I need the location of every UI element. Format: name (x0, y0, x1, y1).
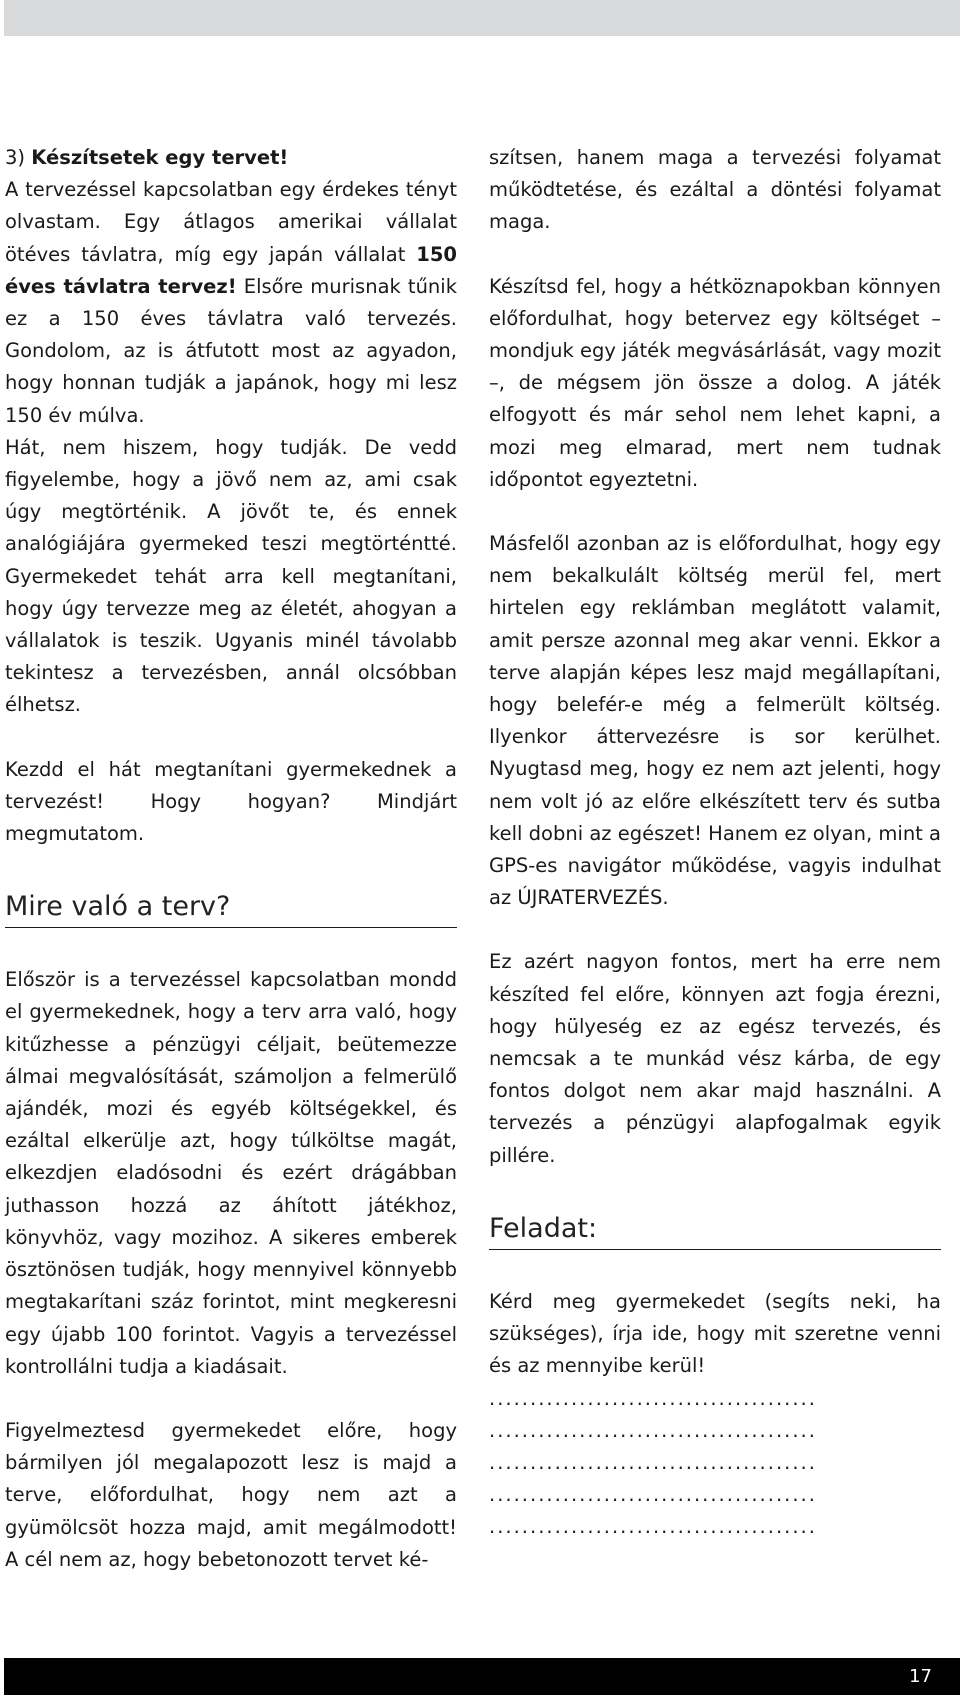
intro-text-c: Elsőre murisnak tűnik ez a 150 éves távlatra való tervezés. Gondolom, az is átfutott most az agyadon, hogy honnan tudják a japánok, hogy mi lesz 150 év múlva. (5, 274, 457, 427)
paragraph-unexpected-cost: Másfelől azonban az is előfordulhat, hogy egy nem bekalkulált költség merül fel, mert hirtelen egy reklámban meglátott valamit, amit persze azonnal meg akar venni. Ekkor a terve alapján képes lesz majd megállapítani, hogy belefér-e még a felmerült költség. Ilyenkor áttervezésre is sor kerülhet. Nyugtasd meg, hogy ez nem azt jelenti, hogy nem volt jó az előre elkészített terv és sutba kell dobni az egészet! Hanem ez olyan, mint a GPS-es navigátor működése, vagyis indulhat az ÚJRATERVEZÉS. (489, 532, 941, 910)
paragraph-importance: Ez azért nagyon fontos, mert ha erre nem készíted fel előre, könnyen azt fogja érezni, hogy hülyeség ez az egész tervezés, és nemcsak a te munkád vész kárba, de egy fontos dolgot nem akar majd használni. A tervezés a pénzügyi alapfogalmak egyik pillére. (489, 950, 941, 1167)
paragraph-future: Hát, nem hiszem, hogy tudják. De vedd figyelembe, hogy a jövő nem az, ami csak úgy megtörténik. A jövőt te, és ennek analógiájára gyermeked teszi megtörténtté. Gyermekedet tehát arra kell megtanítani, hogy úgy tervezze meg az életét, ahogyan a vállalatok is teszik. Ugyanis minél távolabb tekintesz a tervezésben, annál olcsóbban élhetsz. (5, 435, 457, 717)
dotted-answer-line: ........................................ (489, 1450, 817, 1474)
page-number: 17 (909, 1666, 932, 1687)
right-column (489, 142, 941, 1544)
left-column (5, 142, 457, 1576)
intro-text-bold: 150 éves távlatra tervez! (5, 242, 457, 298)
dotted-answer-line: ........................................ (489, 1483, 817, 1507)
top-header-band (4, 0, 960, 36)
section-title: Készítsetek egy tervet! (31, 146, 289, 169)
heading-task: Feladat: (489, 1212, 941, 1250)
paragraph-warning: Figyelmeztesd gyermekedet előre, hogy bármilyen jól megalapozott lesz is majd a terve, előfordulhat, hogy nem azt a gyümölcsöt hozza majd, amit megálmodott! A cél nem az, hogy bebetonozott tervet ké- (5, 1418, 457, 1571)
dotted-answer-line: ........................................ (489, 1386, 817, 1410)
footer-band (4, 1658, 960, 1695)
paragraph-task: Kérd meg gyermekedet (segíts neki, ha szükséges), írja ide, hogy mit szeretne venni és az mennyibe kerül! (489, 1289, 941, 1378)
paragraph-purpose: Először is a tervezéssel kapcsolatban mondd el gyermekednek, hogy a terv arra való, hogy kitűzhesse a pénzügyi céljait, beütemezze álmai megvalósítását, számoljon a felmerülő ajándék, mozi és egyéb költségekkel, és ezáltal elkerülje azt, hogy túlköltse magát, elkezdjen eladósodni és ezért drágábban juthasson hozzá az áhított játékhoz, könyvhöz, vagy mozihoz. A sikeres emberek ösztönösen tudják, hogy mennyivel könnyebb megtakarítani száz forintot, mint megkeresni egy újabb 100 forintot. Vagyis a tervezéssel kontrollálni tudja a kiadásait. (5, 968, 457, 1378)
paragraph-continuation: szítsen, hanem maga a tervezési folyamat működtetése, és ezáltal a döntési folyamat maga. (489, 146, 941, 234)
intro-paragraph (5, 142, 457, 432)
paragraph-prepare: Készítsd fel, hogy a hétköznapokban könnyen előfordulhat, hogy betervez egy költséget – mondjuk egy játék megvásárlását, vagy mozit –, de mégsem jön össze a dolog. A játék elfogyott és már sehol nem lehet kapni, a mozi meg elmarad, mert nem tudnak időpontot egyeztetni. (489, 274, 941, 491)
dotted-answer-line: ........................................ (489, 1418, 817, 1442)
dotted-answer-line: ........................................ (489, 1515, 817, 1539)
heading-purpose: Mire való a terv? (5, 890, 457, 928)
section-number: 3) (5, 146, 32, 169)
paragraph-teach: Kezdd el hát megtanítani gyermekednek a tervezést! Hogy hogyan? Mindjárt megmutatom. (5, 757, 457, 846)
intro-text-a: A tervezéssel kapcsolatban egy érdekes tényt olvastam. Egy átlagos amerikai vállalat ötéves távlatra, míg egy japán vállalat (5, 178, 457, 266)
